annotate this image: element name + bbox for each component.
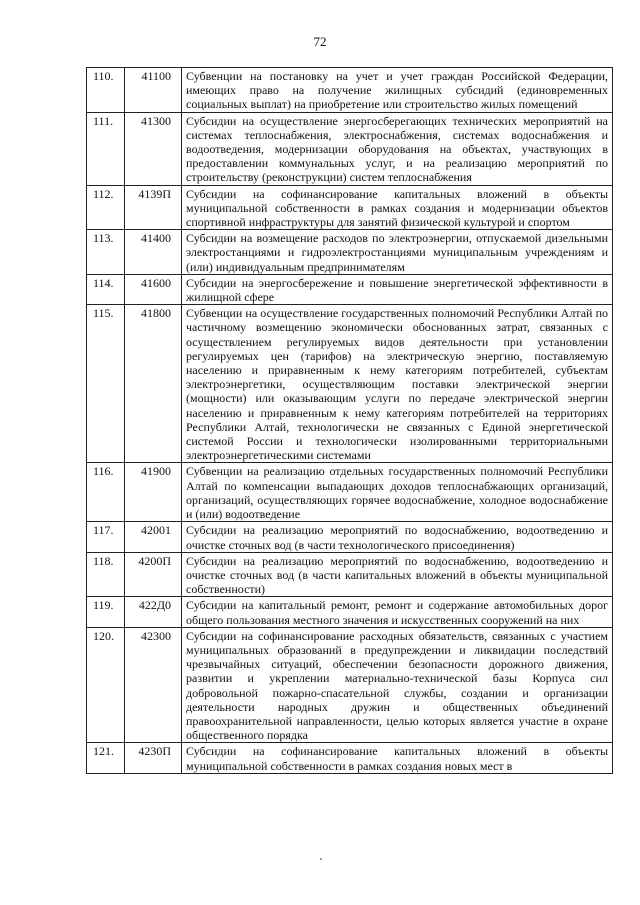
row-description <box>182 112 613 185</box>
row-description <box>182 68 613 113</box>
row-description-text: Субсидии на реализацию мероприятий по водоснабжению, водоотведению и очистке сточных вод (в части технологического присоединения) <box>186 523 608 552</box>
table-row <box>87 112 613 185</box>
row-description <box>182 552 613 597</box>
row-description-text: Субсидии на капитальный ремонт, ремонт и содержание автомобильных дорог общего пользования местного значения и искусственных сооружений на них <box>186 598 608 627</box>
row-description <box>182 230 613 275</box>
table-row <box>87 597 613 627</box>
row-number: 114. <box>87 274 125 304</box>
row-number: 115. <box>87 305 125 463</box>
row-number: 110. <box>87 68 125 113</box>
row-description <box>182 463 613 522</box>
row-code: 41900 <box>125 463 182 522</box>
row-code: 41600 <box>125 274 182 304</box>
row-description-text: Субсидии на осуществление энергосберегающих технических мероприятий на системах теплоснабжения, электроснабжения, системах водоснабжения и водоотведения, модернизации оборудования на объектах, участвующих в предоставлении коммунальных услуг, и на реализацию мероприятий по строительству (реконструкции) систем теплоснабжения <box>186 113 608 185</box>
row-code: 42001 <box>125 522 182 552</box>
row-number: 117. <box>87 522 125 552</box>
row-description-text: Субвенции на осуществление государственных полномочий Республики Алтай по частичному возмещению экономически обоснованных затрат, связанных с осуществлением регулируемых видов деятельности при установлении регулируемых цен (тарифов) на электрическую энергию, поставляемую населению и приравненным к нему категориям потребителей, субъектам электроэнергетики, осуществляющим поставки электрической энергии (мощности) или оказывающим услуги по передаче электрической энергии населению и приравненным к нему категориям потребителей на территориях Республики Алтай, технологически не связанных с Единой энергетической системой России и технологически изолированными территориальными электроэнергетическими системами <box>186 306 608 463</box>
row-code: 422Д0 <box>125 597 182 627</box>
scan-speck <box>320 858 322 860</box>
row-description <box>182 305 613 463</box>
row-code: 41100 <box>125 68 182 113</box>
row-number: 113. <box>87 230 125 275</box>
table-row <box>87 305 613 463</box>
table-row <box>87 552 613 597</box>
table-row <box>87 274 613 304</box>
row-number: 116. <box>87 463 125 522</box>
page-number: 72 <box>313 34 327 49</box>
row-description <box>182 597 613 627</box>
table-row <box>87 230 613 275</box>
row-description-text: Субвенции на реализацию отдельных государственных полномочий Республики Алтай по компенсации выпадающих доходов теплоснабжающих организаций, организаций, осуществляющих горячее водоснабжение, холодное водоснабжение и (или) водоотведение <box>186 464 608 522</box>
row-code: 41800 <box>125 305 182 463</box>
row-code: 4200П <box>125 552 182 597</box>
row-description <box>182 627 613 743</box>
row-description-text: Субвенции на постановку на учет и учет граждан Российской Федерации, имеющих право на получение жилищных субсидий (единовременных социальных выплат) на приобретение или строительство жилых помещений <box>186 69 608 112</box>
budget-classification-table <box>86 67 613 774</box>
row-description-text: Субсидии на софинансирование капитальных вложений в объекты муниципальной собственности в рамках создания и модернизации объектов спортивной инфраструктуры для занятий физической культурой и спортом <box>186 186 608 230</box>
table-row <box>87 185 613 230</box>
row-number: 119. <box>87 597 125 627</box>
row-description <box>182 743 613 773</box>
row-number: 111. <box>87 112 125 185</box>
table-row <box>87 68 613 113</box>
row-description-text: Субсидии на софинансирование капитальных вложений в объекты муниципальной собственности в рамках создания новых мест в <box>186 744 608 773</box>
row-number: 112. <box>87 185 125 230</box>
row-code: 4139П <box>125 185 182 230</box>
row-code: 41400 <box>125 230 182 275</box>
table-row <box>87 463 613 522</box>
row-number: 120. <box>87 627 125 743</box>
row-code: 4230П <box>125 743 182 773</box>
row-code: 41300 <box>125 112 182 185</box>
table-row <box>87 743 613 773</box>
row-code: 42300 <box>125 627 182 743</box>
row-description <box>182 522 613 552</box>
row-description-text: Субсидии на софинансирование расходных обязательств, связанных с участием муниципальных образований в предупреждении и ликвидации последствий чрезвычайных ситуаций, обеспечении безопасности дорожного движения, развитии и укреплении материально-технической базы Корпуса сил добровольной пожарно-спасательной службы, создании и организации деятельности народных дружин и общественных объединений правоохранительной направленности, целью которых является участие в охране общественного порядка <box>186 628 608 743</box>
row-description <box>182 274 613 304</box>
row-description-text: Субсидии на возмещение расходов по электроэнергии, отпускаемой дизельными электростанциями и гидроэлектростанциями муниципальным учреждениям и (или) индивидуальным предпринимателям <box>186 231 608 274</box>
row-description <box>182 185 613 230</box>
table-row <box>87 627 613 743</box>
row-number: 121. <box>87 743 125 773</box>
row-number: 118. <box>87 552 125 597</box>
row-description-text: Субсидии на реализацию мероприятий по водоснабжению, водоотведению и очистке сточных вод (в части капитальных вложений в объекты муниципальной собственности) <box>186 553 608 597</box>
row-description-text: Субсидии на энергосбережение и повышение энергетической эффективности в жилищной сфере <box>186 275 608 305</box>
table-row <box>87 522 613 552</box>
